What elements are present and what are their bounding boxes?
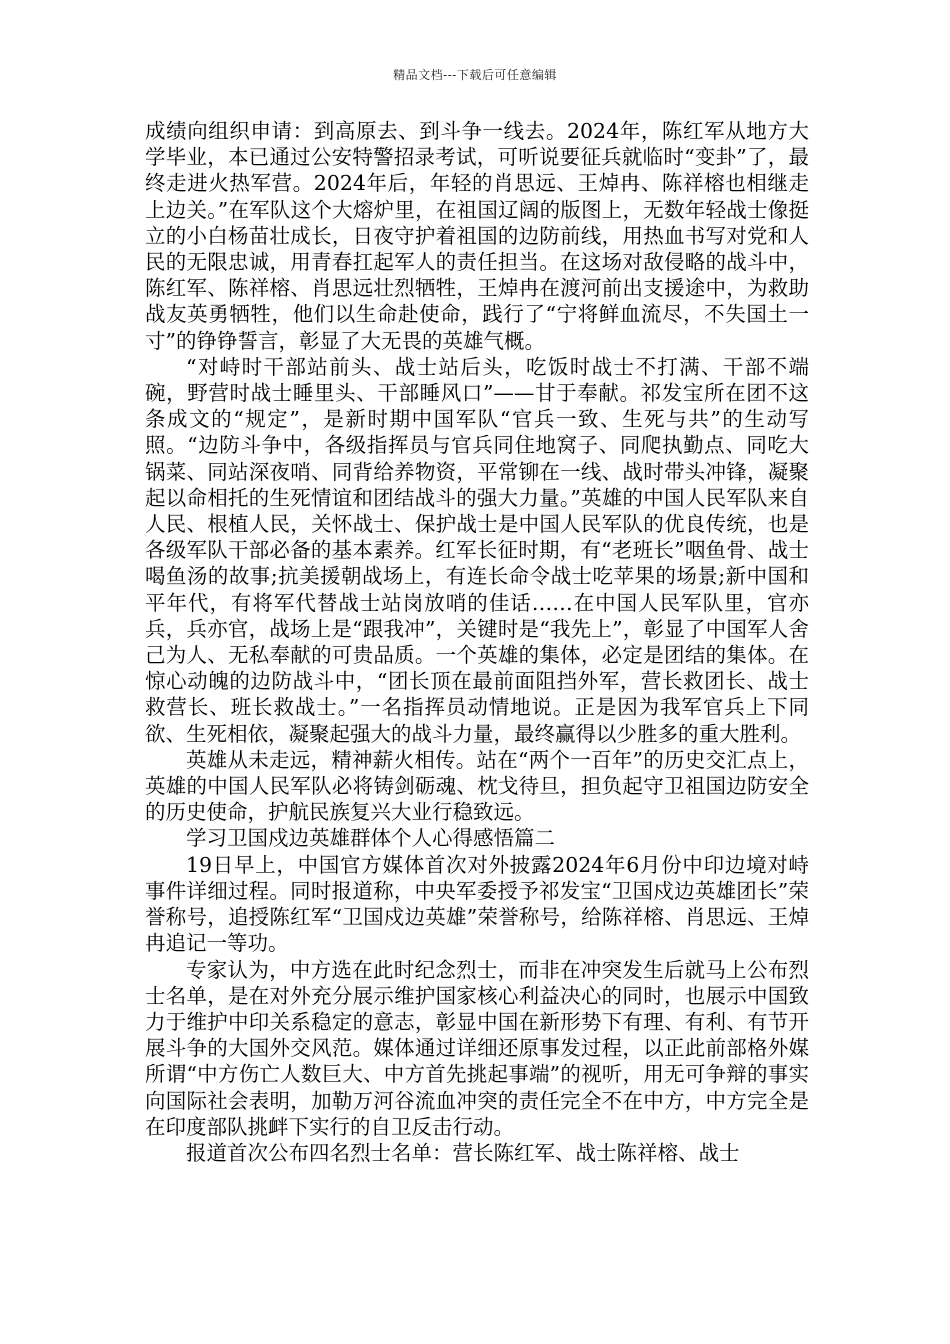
- page-header: 精品文档---下载后可任意编辑: [393, 68, 557, 82]
- document-body: [145, 118, 809, 1166]
- paragraph: 19日早上，中国官方媒体首次对外披露2024年6月份中印边境对峙事件详细过程。同时报道称，中央军委授予祁发宝“卫国戍边英雄团长”荣誉称号，追授陈红军“卫国戍边英雄”荣誉称号，给陈祥榕、肖思远、王焯冉追记一等功。: [145, 852, 809, 956]
- section-heading: 学习卫国戍边英雄群体个人心得感悟篇二: [186, 826, 555, 851]
- paragraph: 专家认为，中方选在此时纪念烈士，而非在冲突发生后就马上公布烈士名单，是在对外充分展示维护国家核心利益决心的同时，也展示中国致力于维护中印关系稳定的意志，彰显中国在新形势下有理、有利、有节开展斗争的大国外交风范。媒体通过详细还原事发过程，以正此前部格外媒所谓“中方伤亡人数巨大、中方首先挑起事端”的视听，用无可争辩的事实向国际社会表明，加勒万河谷流血冲突的责任完全不在中方，中方完全是在印度部队挑衅下实行的自卫反击行动。: [145, 957, 809, 1139]
- paragraph: 成绩向组织申请：到高原去、到斗争一线去。2024年，陈红军从地方大学毕业，本已通过公安特警招录考试，可听说要征兵就临时“变卦”了，最终走进火热军营。2024年后，年轻的肖思远、王焯冉、陈祥榕也相继走上边关。”在军队这个大熔炉里，在祖国辽阔的版图上，无数年轻战士像挺立的小白杨苗壮成长，日夜守护着祖国的边防前线，用热血书写对党和人民的无限忠诚，用青春扛起军人的责任担当。在这场对敌侵略的战斗中，陈红军、陈祥榕、肖思远壮烈牺牲，王焯冉在渡河前出支援途中，为救助战友英勇牺牲，他们以生命赴使命，践行了“宁将鲜血流尽，不失国土一寸”的铮铮誓言，彰显了大无畏的英雄气概。: [145, 119, 809, 353]
- paragraph: 英雄从未走远，精神薪火相传。站在“两个一百年”的历史交汇点上，英雄的中国人民军队必将铸剑砺魂、枕戈待旦，担负起守卫祖国边防安全的历史使命，护航民族复兴大业行稳致远。: [145, 747, 809, 825]
- paragraph: “对峙时干部站前头、战士站后头，吃饭时战士不打满、干部不端碗，野营时战士睡里头、干部睡风口”——甘于奉献。祁发宝所在团不这条成文的“规定”，是新时期中国军队“官兵一致、生死与共”的生动写照。“边防斗争中，各级指挥员与官兵同住地窝子、同爬执勤点、同吃大锅菜、同站深夜哨、同背给养物资，平常铆在一线、战时带头冲锋，凝聚起以命相托的生死情谊和团结战斗的强大力量。”英雄的中国人民军队来自人民、根植人民，关怀战士、保护战士是中国人民军队的优良传统，也是各级军队干部必备的基本素养。红军长征时期，有“老班长”咽鱼骨、战士喝鱼汤的故事;抗美援朝战场上，有连长命令战士吃苹果的场景;新中国和平年代，有将军代替战士站岗放哨的佳话……在中国人民军队里，官亦兵，兵亦官，战场上是“跟我冲”，关键时是“我先上”，彰显了中国军人舍己为人、无私奉献的可贵品质。一个英雄的集体，必定是团结的集体。在惊心动魄的边防战斗中，“团长顶在最前面阻挡外军，营长救团长、战士救营长、班长救战士。”一名指挥员动情地说。正是因为我军官兵上下同欲、生死相依，凝聚起强大的战斗力量，最终赢得以少胜多的重大胜利。: [145, 354, 809, 746]
- paragraph: 报道首次公布四名烈士名单：营长陈红军、战士陈祥榕、战士: [186, 1140, 740, 1165]
